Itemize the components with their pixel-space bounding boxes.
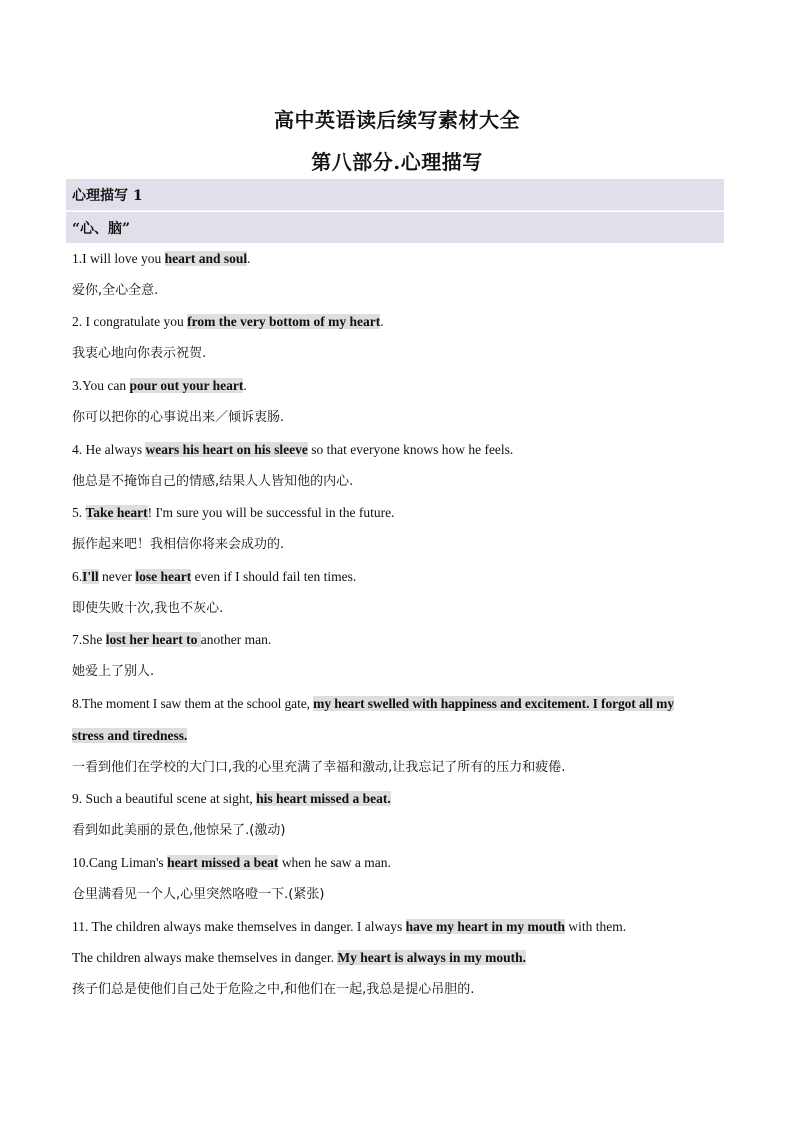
example-sentence-11-alt <box>72 950 724 966</box>
sentence-text: . <box>380 314 384 329</box>
example-sentence-9 <box>72 791 724 807</box>
sentence-text: even if I should fail ten times. <box>191 569 357 584</box>
translation-6: 即使失败十次,我也不灰心. <box>72 601 224 616</box>
translation-10: 仓里满看见一个人,心里突然咯噔一下.(紧张) <box>72 887 325 902</box>
document-title: 高中英语读后续写素材大全 <box>274 108 520 132</box>
section-heading: 心理描写 1 <box>72 187 143 204</box>
example-sentence-10 <box>72 855 724 871</box>
sentence-text: so that everyone knows how he feels. <box>307 442 514 457</box>
sentence-text: 8.The moment I saw them at the school gate, <box>72 696 314 711</box>
highlighted-phrase: lose heart <box>135 569 192 584</box>
highlighted-phrase: have my heart in my mouth <box>405 919 566 934</box>
sentence-text: 1.I will love you <box>72 251 165 266</box>
example-sentence-1 <box>72 251 724 267</box>
sentence-text: 10.Cang Liman's <box>72 855 168 870</box>
sentence-text: when he saw a man. <box>278 855 391 870</box>
example-sentence-2 <box>72 314 724 330</box>
example-sentence-7 <box>72 632 724 648</box>
example-sentence-11 <box>72 919 724 935</box>
section-subheading: “心、脑” <box>72 220 131 237</box>
translation-3: 你可以把你的心事说出来／倾诉衷肠. <box>72 410 285 425</box>
sentence-text: . <box>243 378 247 393</box>
section-heading-band <box>66 179 724 211</box>
sentence-text: 4. He always <box>72 442 146 457</box>
sentence-text: 6. <box>72 569 83 584</box>
highlighted-phrase: stress and tiredness. <box>72 728 188 743</box>
example-sentence-3 <box>72 378 724 394</box>
sentence-text: 11. The children always make themselves in danger. I always <box>72 919 406 934</box>
translation-8: 一看到他们在学校的大门口,我的心里充满了幸福和激动,让我忘记了所有的压力和疲倦. <box>72 760 566 775</box>
sentence-text: 9. Such a beautiful scene at sight, <box>72 791 257 806</box>
sentence-text: 5. <box>72 505 86 520</box>
sentence-text: 7.She <box>72 632 106 647</box>
highlighted-phrase: pour out your heart <box>129 378 244 393</box>
section-title: 第八部分.心理描写 <box>311 150 483 174</box>
sentence-text: ! I'm sure you will be successful in the future. <box>147 505 395 520</box>
example-sentence-5 <box>72 505 724 521</box>
translation-7: 她爱上了别人. <box>72 664 155 679</box>
sentence-text: another man. <box>200 632 272 647</box>
highlighted-phrase: my heart swelled with happiness and excitement. I forgot all my <box>313 696 674 711</box>
highlighted-phrase: My heart is always in my mouth. <box>337 950 527 965</box>
highlighted-phrase: lost her heart to <box>105 632 201 647</box>
sentence-text: never <box>98 569 136 584</box>
example-sentence-4 <box>72 442 724 458</box>
sentence-text: 2. I congratulate you <box>72 314 188 329</box>
sentence-text: 3.You can <box>72 378 130 393</box>
section-subheading-band <box>66 212 724 243</box>
highlighted-phrase: wears his heart on his sleeve <box>145 442 308 457</box>
sentence-text: . <box>247 251 251 266</box>
highlighted-phrase: his heart missed a beat. <box>256 791 391 806</box>
example-sentence-8 <box>72 696 724 712</box>
highlighted-phrase: Take heart <box>85 505 148 520</box>
translation-2: 我衷心地向你表示祝贺. <box>72 346 207 361</box>
highlighted-phrase: I'll <box>82 569 99 584</box>
sentence-text: with them. <box>565 919 627 934</box>
translation-5: 振作起来吧！我相信你将来会成功的. <box>72 537 285 552</box>
sentence-text: The children always make themselves in danger. <box>72 950 338 965</box>
example-sentence-6 <box>72 569 724 585</box>
highlighted-phrase: from the very bottom of my heart <box>187 314 381 329</box>
example-sentence-8-continued <box>72 728 724 744</box>
translation-9: 看到如此美丽的景色,他惊呆了.(激动) <box>72 823 286 838</box>
highlighted-phrase: heart missed a beat <box>167 855 279 870</box>
translation-1: 爱你,全心全意. <box>72 283 159 298</box>
translation-4: 他总是不掩饰自己的情感,结果人人皆知他的内心. <box>72 474 354 489</box>
translation-11: 孩子们总是使他们自己处于危险之中,和他们在一起,我总是提心吊胆的. <box>72 982 475 997</box>
highlighted-phrase: heart and soul <box>164 251 248 266</box>
